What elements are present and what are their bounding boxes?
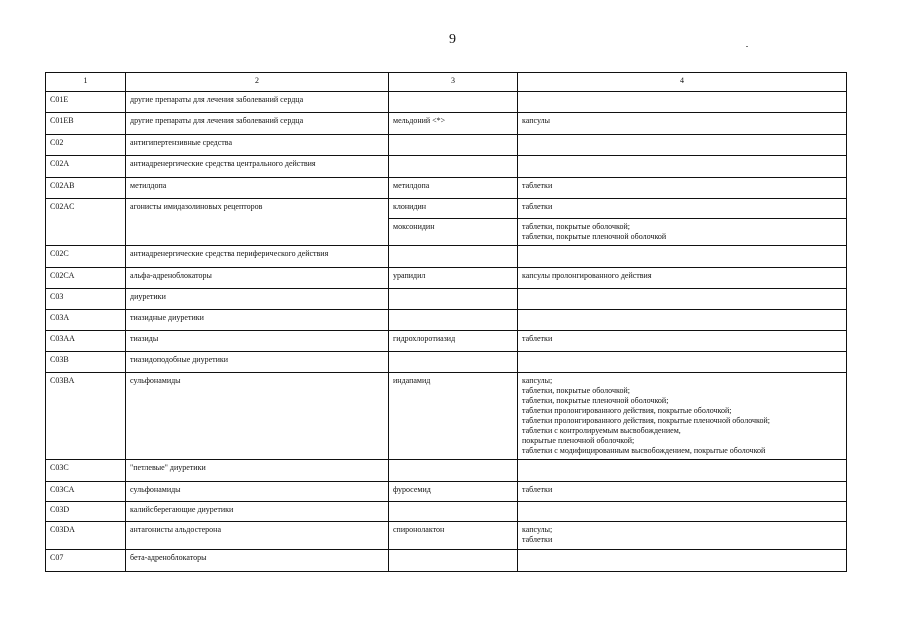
table-row: [46, 373, 847, 460]
dosage-form-line: покрытые пленочной оболочкой;: [522, 436, 635, 445]
dosage-form-cell: [518, 113, 847, 135]
drug-name-cell: [389, 352, 518, 373]
table-row: [46, 352, 847, 373]
atc-code-cell: C02AC: [46, 199, 126, 246]
dosage-form-line: таблетки с модифицированным высвобождением, покрытые оболочкой: [522, 446, 766, 455]
atc-code-cell: C03CA: [46, 482, 126, 502]
column-header: 3: [389, 73, 518, 92]
dosage-form-cell: [518, 289, 847, 310]
drug-name-cell: мельдоний <*>: [389, 113, 518, 135]
dosage-form-line: таблетки: [522, 485, 553, 494]
atc-code-cell: C02C: [46, 246, 126, 268]
table-row: [46, 246, 847, 268]
dosage-form-cell: [518, 92, 847, 113]
dosage-form-cell: [518, 246, 847, 268]
dosage-form-cell: [518, 352, 847, 373]
drug-name-cell: [389, 460, 518, 482]
column-header: 2: [126, 73, 389, 92]
group-name-cell: агонисты имидазолиновых рецепторов: [126, 199, 389, 246]
drug-name-cell: [389, 289, 518, 310]
dosage-form-cell: [518, 219, 847, 246]
atc-code-cell: C03D: [46, 502, 126, 522]
page-number: 9: [449, 32, 456, 47]
drug-name-cell: гидрохлоротиазид: [389, 331, 518, 352]
drug-name-cell: урапидил: [389, 268, 518, 289]
dosage-form-cell: [518, 373, 847, 460]
atc-code-cell: C03AA: [46, 331, 126, 352]
table-row: [46, 268, 847, 289]
drug-name-cell: [389, 310, 518, 331]
dosage-form-cell: [518, 310, 847, 331]
atc-code-cell: C03B: [46, 352, 126, 373]
drug-name-cell: фуросемид: [389, 482, 518, 502]
dosage-form-line: таблетки: [522, 334, 553, 343]
atc-code-cell: C02AB: [46, 178, 126, 199]
drug-name-cell: индапамид: [389, 373, 518, 460]
atc-code-cell: C02CA: [46, 268, 126, 289]
group-name-cell: тиазидные диуретики: [126, 310, 389, 331]
dosage-form-line: таблетки, покрытые пленочной оболочкой: [522, 232, 667, 241]
drug-name-cell: [389, 135, 518, 156]
dosage-form-line: капсулы;: [522, 525, 553, 534]
group-name-cell: сульфонамиды: [126, 373, 389, 460]
drug-classification-table: [45, 72, 847, 572]
scan-speck: [746, 46, 748, 47]
drug-name-cell: [389, 92, 518, 113]
table-row: [46, 92, 847, 113]
table-row: [46, 289, 847, 310]
drug-name-cell: клонидин: [389, 199, 518, 219]
dosage-form-line: таблетки с контролируемым высвобождением,: [522, 426, 681, 435]
dosage-form-line: таблетки, покрытые оболочкой;: [522, 386, 630, 395]
group-name-cell: бета-адреноблокаторы: [126, 550, 389, 572]
table-row: [46, 113, 847, 135]
dosage-form-cell: [518, 199, 847, 219]
group-name-cell: тиазидоподобные диуретики: [126, 352, 389, 373]
dosage-form-cell: [518, 331, 847, 352]
group-name-cell: антиадренергические средства периферического действия: [126, 246, 389, 268]
dosage-form-cell: [518, 482, 847, 502]
dosage-form-line: таблетки, покрытые оболочкой;: [522, 222, 630, 231]
drug-name-cell: [389, 550, 518, 572]
table-row: [46, 460, 847, 482]
dosage-form-line: таблетки: [522, 181, 553, 190]
dosage-form-line: капсулы;: [522, 376, 553, 385]
column-header: 1: [46, 73, 126, 92]
dosage-form-line: таблетки пролонгированного действия, покрытые оболочкой;: [522, 406, 732, 415]
dosage-form-cell: [518, 522, 847, 550]
table-row: [46, 310, 847, 331]
table-row: [46, 331, 847, 352]
atc-code-cell: C02A: [46, 156, 126, 178]
table-row: [46, 178, 847, 199]
group-name-cell: сульфонамиды: [126, 482, 389, 502]
drug-name-cell: метилдопа: [389, 178, 518, 199]
dosage-form-cell: [518, 135, 847, 156]
atc-code-cell: C02: [46, 135, 126, 156]
dosage-form-cell: [518, 502, 847, 522]
dosage-form-line: капсулы: [522, 116, 550, 125]
group-name-cell: тиазиды: [126, 331, 389, 352]
group-name-cell: диуретики: [126, 289, 389, 310]
atc-code-cell: C03A: [46, 310, 126, 331]
group-name-cell: "петлевые" диуретики: [126, 460, 389, 482]
dosage-form-line: капсулы пролонгированного действия: [522, 271, 652, 280]
atc-code-cell: C01EB: [46, 113, 126, 135]
drug-name-cell: моксонидин: [389, 219, 518, 246]
group-name-cell: альфа-адреноблокаторы: [126, 268, 389, 289]
drug-name-cell: спиронолактон: [389, 522, 518, 550]
atc-code-cell: C01E: [46, 92, 126, 113]
dosage-form-line: таблетки: [522, 535, 553, 544]
dosage-form-cell: [518, 268, 847, 289]
dosage-form-cell: [518, 156, 847, 178]
dosage-form-line: таблетки, покрытые пленочной оболочкой;: [522, 396, 669, 405]
table-row: [46, 156, 847, 178]
group-name-cell: антагонисты альдостерона: [126, 522, 389, 550]
group-name-cell: другие препараты для лечения заболеваний сердца: [126, 92, 389, 113]
table-row: [46, 135, 847, 156]
drug-name-cell: [389, 156, 518, 178]
drug-name-cell: [389, 246, 518, 268]
atc-code-cell: C03BA: [46, 373, 126, 460]
atc-code-cell: C03C: [46, 460, 126, 482]
group-name-cell: антигипертензивные средства: [126, 135, 389, 156]
group-name-cell: метилдопа: [126, 178, 389, 199]
table-row: [46, 199, 847, 219]
dosage-form-cell: [518, 178, 847, 199]
atc-code-cell: C03DA: [46, 522, 126, 550]
group-name-cell: другие препараты для лечения заболеваний сердца: [126, 113, 389, 135]
group-name-cell: антиадренергические средства центрального действия: [126, 156, 389, 178]
atc-code-cell: C03: [46, 289, 126, 310]
table-row: [46, 550, 847, 572]
column-header: 4: [518, 73, 847, 92]
table-row: [46, 522, 847, 550]
dosage-form-line: таблетки пролонгированного действия, покрытые пленочной оболочкой;: [522, 416, 770, 425]
table-row: [46, 502, 847, 522]
table-row: [46, 482, 847, 502]
group-name-cell: калийсберегающие диуретики: [126, 502, 389, 522]
table-header-row: [46, 73, 847, 92]
drug-name-cell: [389, 502, 518, 522]
dosage-form-cell: [518, 460, 847, 482]
dosage-form-line: таблетки: [522, 202, 553, 211]
dosage-form-cell: [518, 550, 847, 572]
atc-code-cell: C07: [46, 550, 126, 572]
